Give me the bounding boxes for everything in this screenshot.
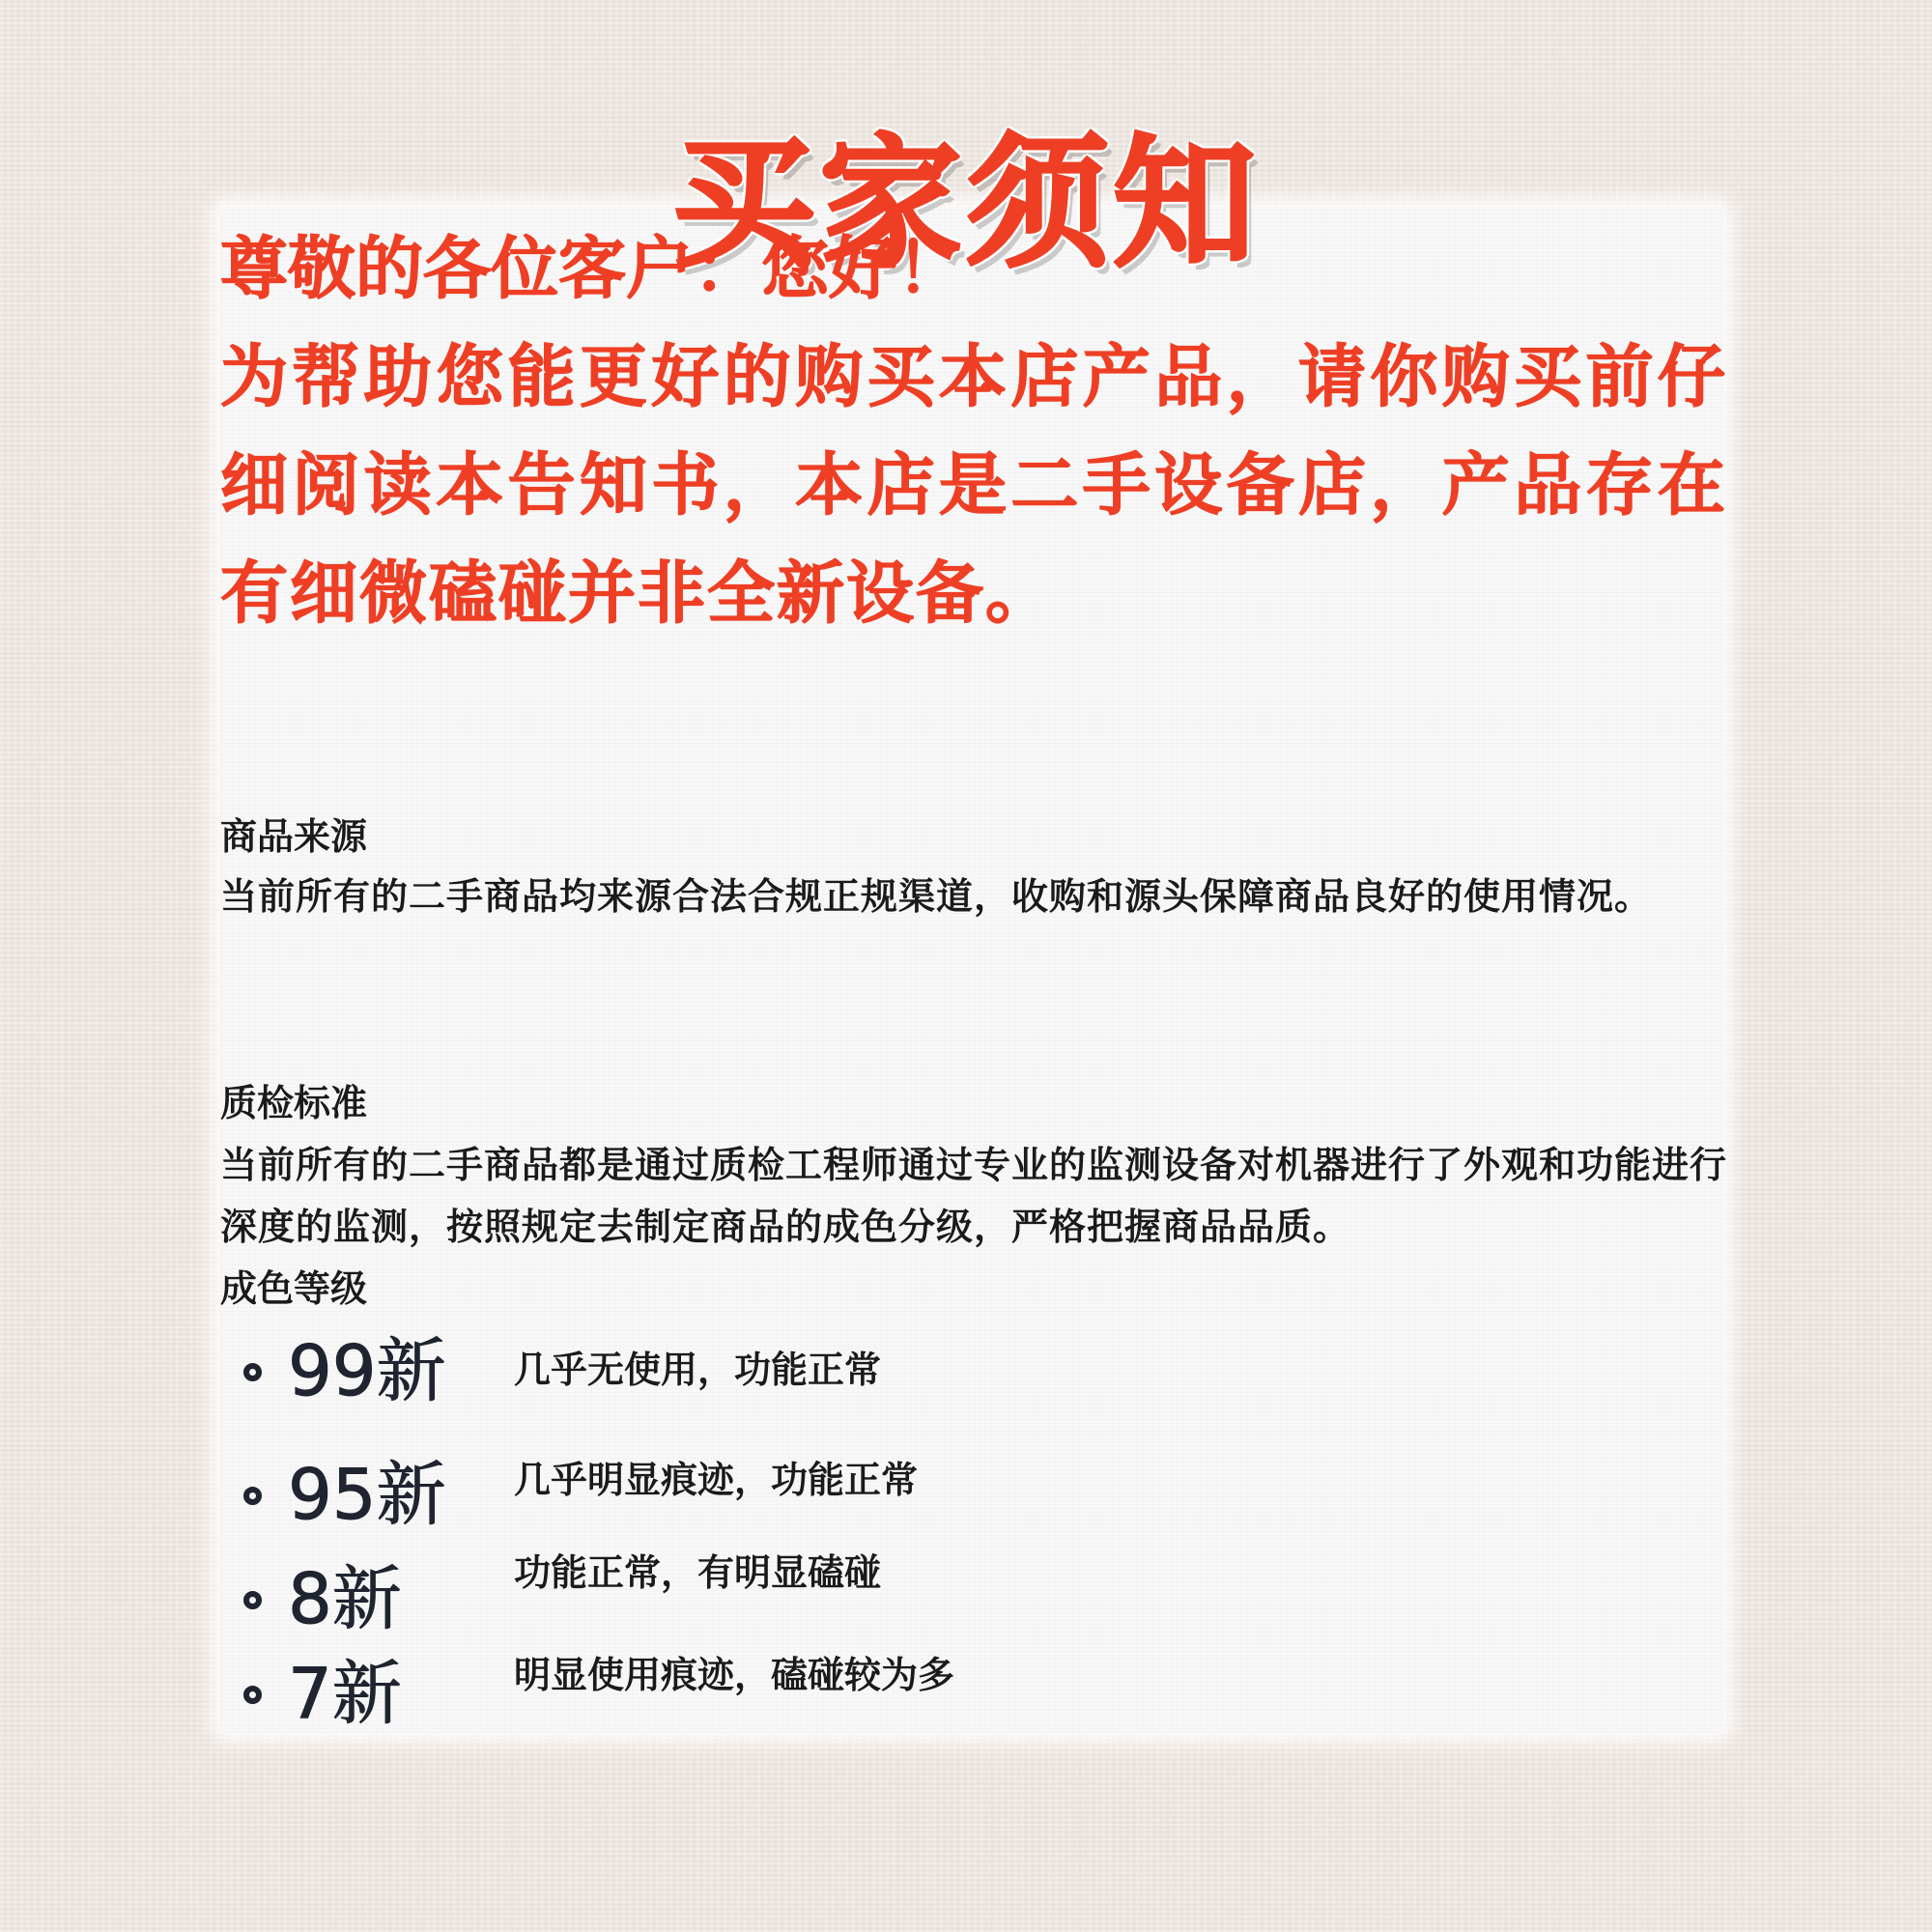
grade-description: 功能正常，有明显磕碰	[514, 1551, 882, 1594]
hollow-circle-icon	[243, 1591, 262, 1609]
grade-description: 几乎无使用，功能正常	[514, 1349, 882, 1391]
grade-label: 95新	[288, 1454, 446, 1535]
grades-heading: 成色等级	[220, 1267, 368, 1310]
grade-description: 几乎明显痕迹，功能正常	[514, 1459, 919, 1501]
source-heading: 商品来源	[220, 815, 368, 858]
source-body: 当前所有的二手商品均来源合法合规正规渠道，收购和源头保障商品良好的使用情况。	[220, 875, 1653, 918]
greeting-text: 尊敬的各位客户：您好！	[220, 229, 964, 308]
grade-label: 7新	[288, 1653, 402, 1734]
hollow-circle-icon	[243, 1487, 262, 1505]
grade-label: 99新	[288, 1330, 446, 1411]
quality-heading: 质检标准	[220, 1082, 368, 1124]
intro-paragraph: 为帮助您能更好的购买本店产品，请你购买前仔细阅读本告知书，本店是二手设备店，产品存在有细微磕碰并非全新设备。	[220, 337, 1727, 633]
grade-description: 明显使用痕迹，磕碰较为多	[514, 1654, 955, 1696]
page-title: 买家须知	[672, 121, 1260, 288]
quality-body: 当前所有的二手商品都是通过质检工程师通过专业的监测设备对机器进行了外观和功能进行深度的监测，按照规定去制定商品的成色分级，严格把握商品品质。	[220, 1144, 1728, 1248]
grade-label: 8新	[288, 1558, 402, 1639]
hollow-circle-icon	[243, 1363, 262, 1381]
hollow-circle-icon	[243, 1686, 262, 1704]
